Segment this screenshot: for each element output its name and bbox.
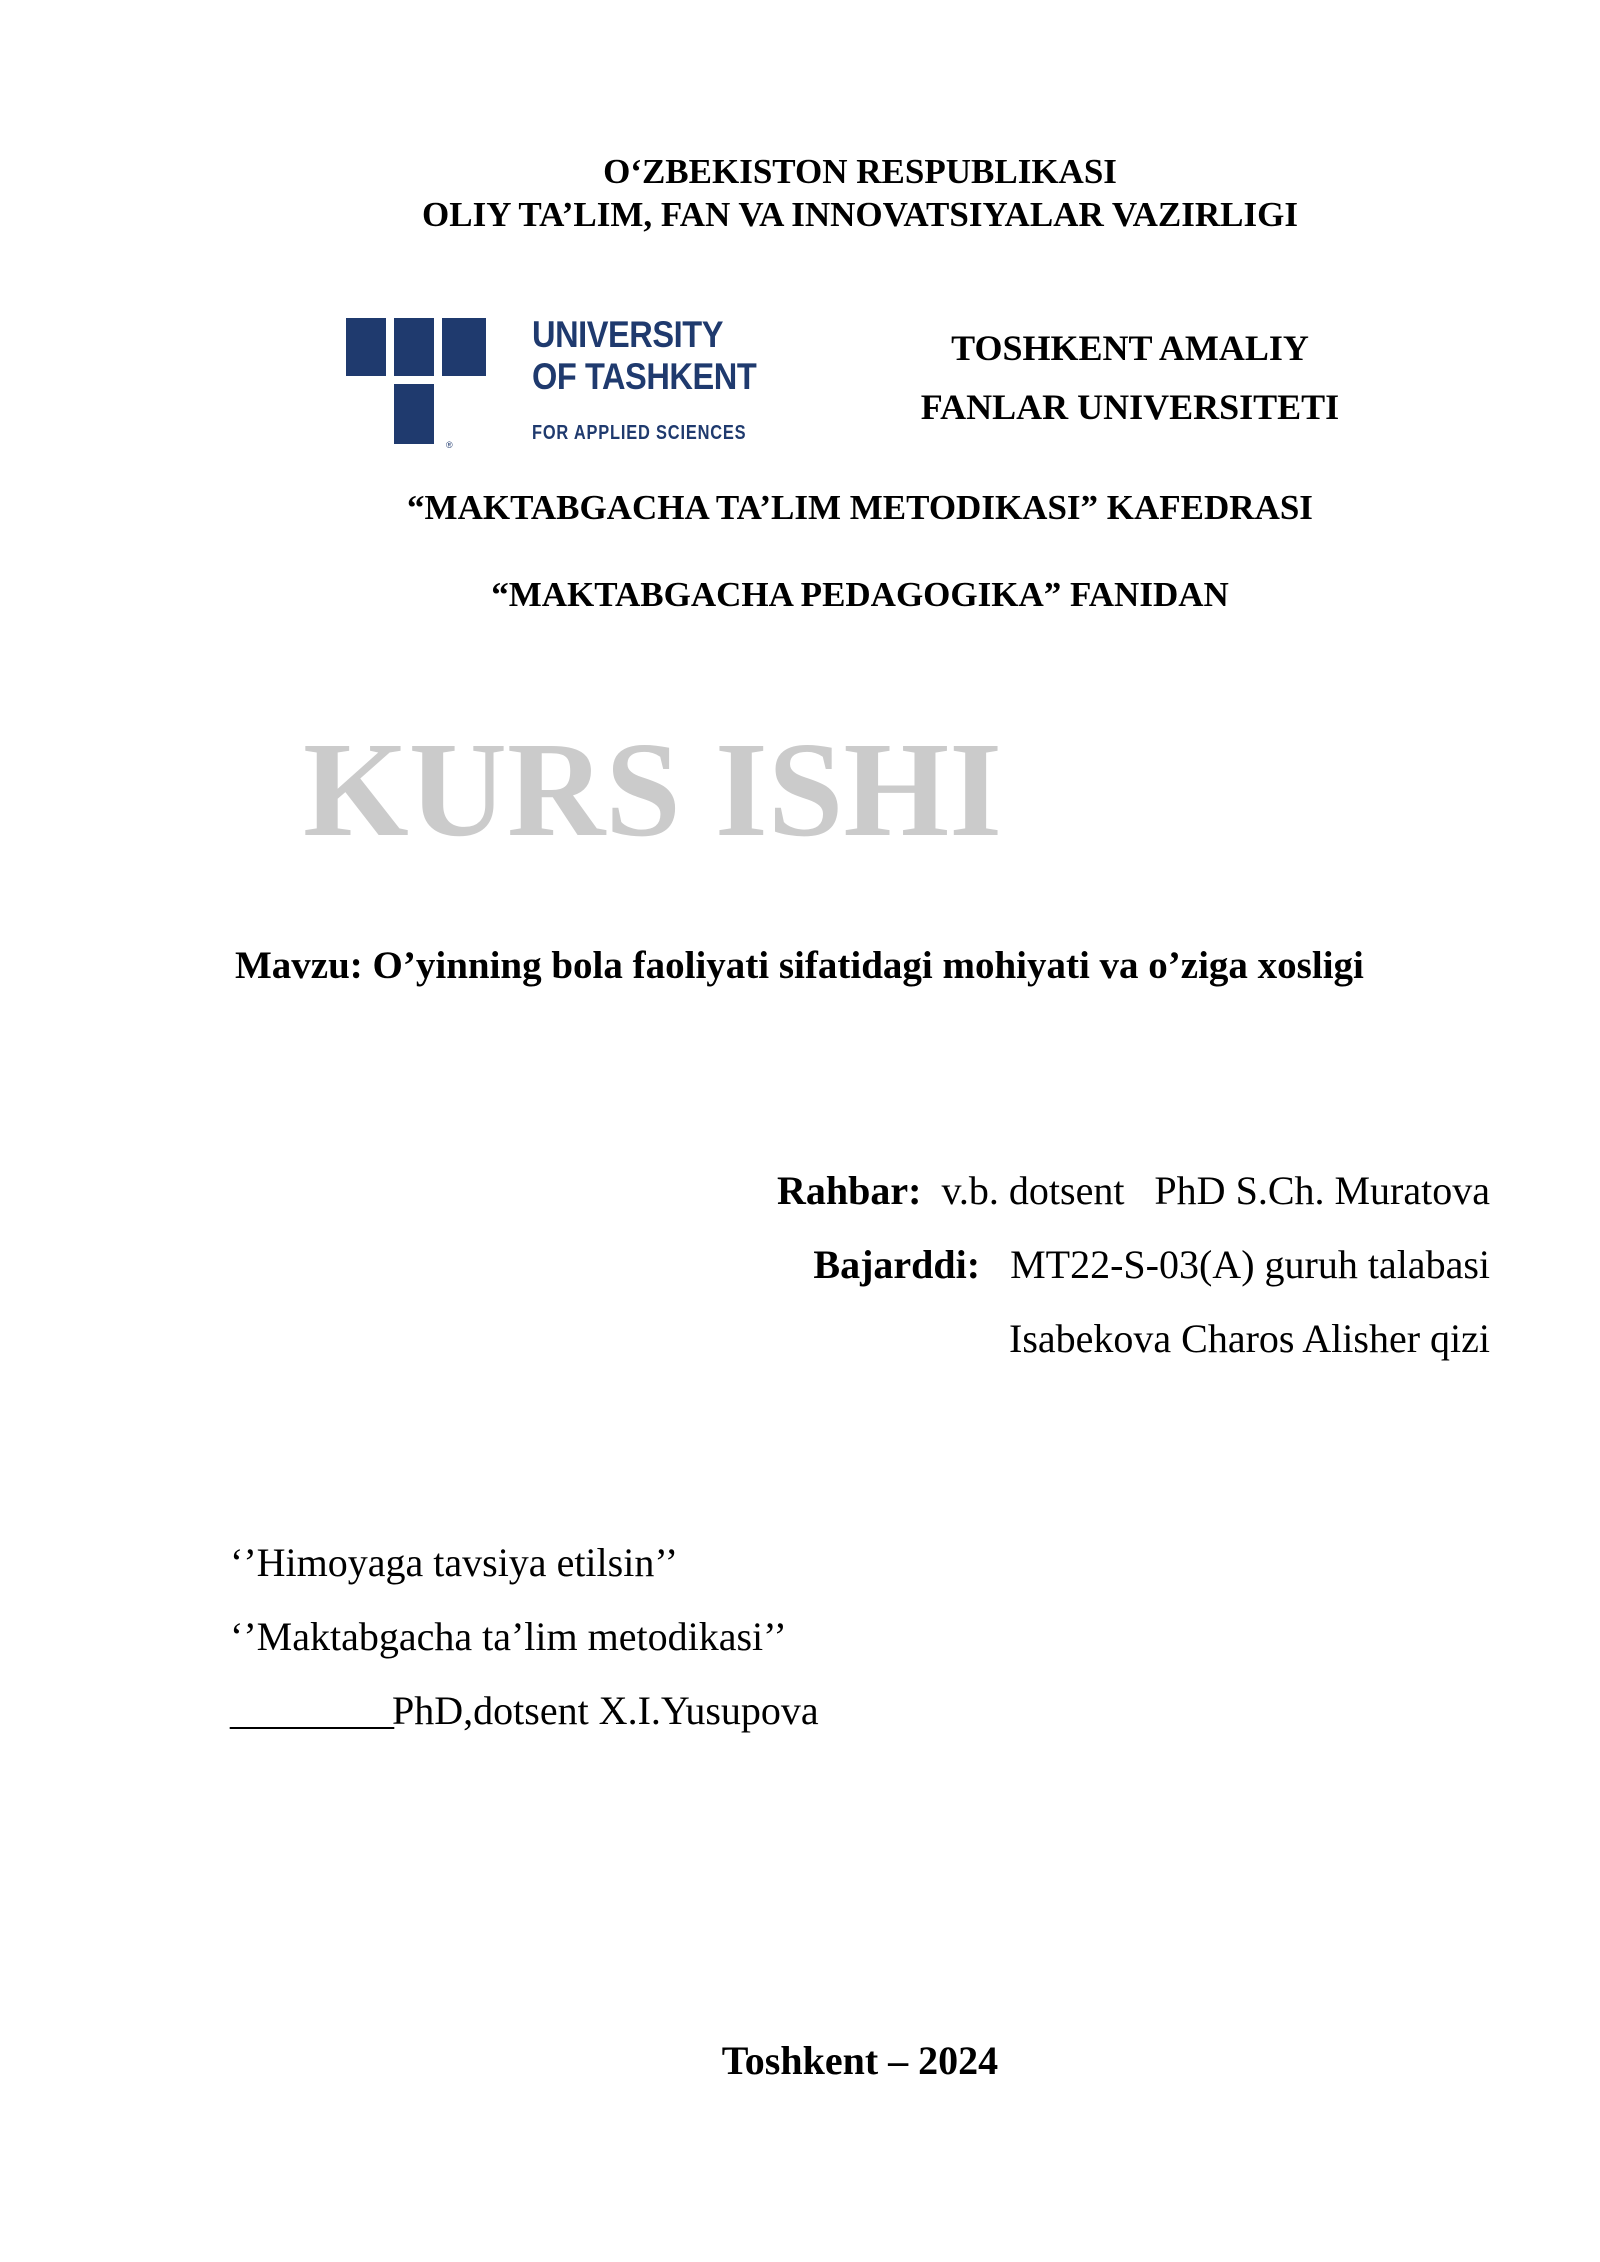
author-group: MT22-S-03(A) guruh talabasi xyxy=(1010,1242,1490,1287)
supervisor-value: v.b. dotsent PhD S.Ch. Muratova xyxy=(941,1168,1490,1213)
approval-signatory: PhD,dotsent X.I.Yusupova xyxy=(392,1688,819,1733)
ministry-header-line1: O‘ZBEKISTON RESPUBLIKASI xyxy=(603,152,1117,191)
author-name: Isabekova Charos Alisher qizi xyxy=(1009,1316,1490,1361)
logo-text-university: UNIVERSITY xyxy=(532,314,724,355)
logo-square-3 xyxy=(442,318,486,376)
supervisor-label: Rahbar: xyxy=(777,1168,922,1213)
author-label: Bajarddi: xyxy=(813,1242,981,1287)
ministry-header-line2: OLIY TA’LIM, FAN VA INNOVATSIYALAR VAZIRLIGI xyxy=(422,195,1298,234)
approval-line2: ‘’Maktabgacha ta’lim metodikasi’’ xyxy=(230,1614,787,1659)
logo-text-applied-sciences: FOR APPLIED SCIENCES xyxy=(532,422,747,444)
approval-signature-line xyxy=(230,1687,819,1734)
subject-title: “MAKTABGACHA PEDAGOGIKA” FANIDAN xyxy=(491,575,1229,614)
university-name-line1: TOSHKENT AMALIY xyxy=(951,328,1309,368)
logo-square-1 xyxy=(346,318,386,376)
logo-square-4 xyxy=(394,384,434,444)
supervisor-line xyxy=(777,1167,1490,1214)
city-year-footer: Toshkent – 2024 xyxy=(721,2038,999,2083)
document-type-title: KURS ISHI xyxy=(303,715,1003,865)
logo-text-of-tashkent: OF TASHKENT xyxy=(532,356,757,397)
department-title: “MAKTABGACHA TA’LIM METODIKASI” KAFEDRASI xyxy=(407,488,1313,527)
signature-blank: _________ xyxy=(230,1688,392,1733)
topic-line: Mavzu: O’yinning bola faoliyati sifatidagi mohiyati va o’ziga xosligi xyxy=(235,944,1364,987)
university-logo: ® UNIVERSITY OF TASHKENT FOR APPLIED SCIENCES xyxy=(346,318,776,452)
logo-square-2 xyxy=(394,318,434,376)
university-name-line2: FANLAR UNIVERSITETI xyxy=(920,387,1340,427)
approval-line1: ‘’Himoyaga tavsiya etilsin’’ xyxy=(230,1540,679,1585)
author-group-line xyxy=(813,1241,1490,1288)
